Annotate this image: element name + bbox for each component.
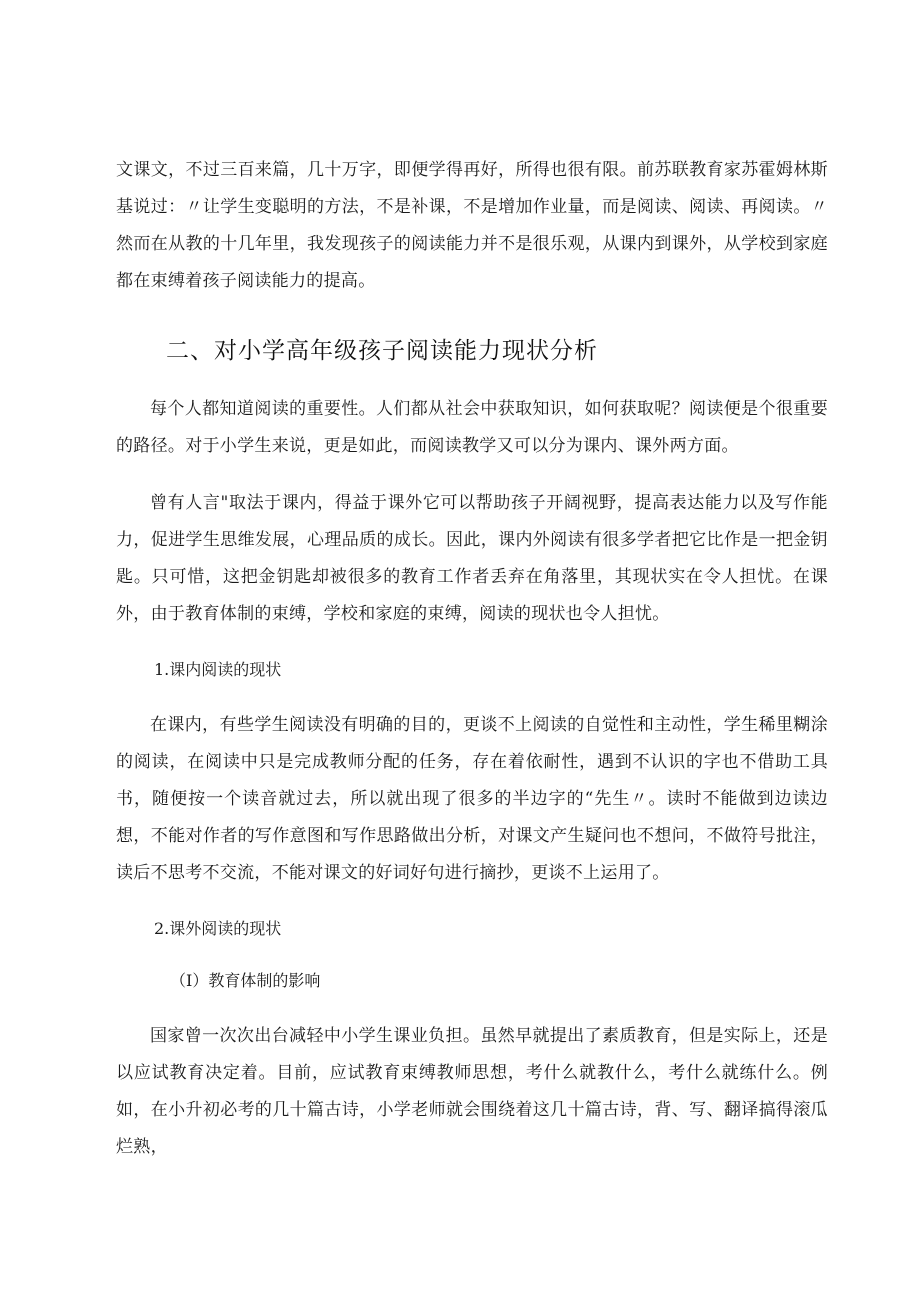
spacer — [116, 944, 828, 966]
paragraph-reading-importance: 每个人都知道阅读的重要性。人们都从社会中获取知识，如何获取呢？阅读便是个很重要的路径。对于小学生来说，更是如此，而阅读教学又可以分为课内、课外两方面。 — [116, 399, 828, 456]
paragraph-education-system: 国家曾一次次出台减轻中小学生课业负担。虽然早就提出了素质教育，但是实际上，还是以应试教育决定着。目前，应试教育束缚教师思想，考什么就教什么，考什么就练什么。例如，在小升初必考的几十篇古诗，小学老师就会围绕着这几十篇古诗，背、写、翻译搞得滚瓜烂熟， — [116, 1026, 828, 1157]
spacer — [116, 685, 828, 707]
subheading-in-class: 1.课内阅读的现状 — [154, 660, 282, 679]
spacer — [116, 300, 828, 335]
spacer — [116, 367, 828, 391]
spacer — [116, 465, 828, 485]
paragraph-golden-key: 曾有人言"取法于课内，得益于课外它可以帮助孩子开阔视野，提高表达能力以及写作能力，促进学生思维发展，心理品质的成长。因此，课内外阅读有很多学者把它比作是一把金钥匙。只可惜，这把金钥匙却被很多的教育工作者丢弃在角落里，其现状实在令人担忧。在课外，由于教育体制的束缚，学校和家庭的束缚，阅读的现状也令人担忧。 — [116, 493, 828, 624]
subheading-education-system: （I）教育体制的影响 — [170, 971, 321, 990]
spacer — [116, 892, 828, 914]
intro-paragraph: 文课文，不过三百来篇，几十万字，即便学得再好，所得也很有限。前苏联教育家苏霍姆林斯基说过：〃让学生变聪明的方法，不是补课，不是增加作业量，而是阅读、阅读、再阅读。〃然而在从教的十几年里，我发现孩子的阅读能力并不是很乐观，从课内到课外，从学校到家庭都在束缚着孩子阅读能力的提高。 — [116, 160, 828, 291]
subheading-out-of-class: 2.课外阅读的现状 — [154, 919, 282, 938]
section-heading: 二、对小学高年级孩子阅读能力现状分析 — [166, 338, 598, 364]
paragraph-in-class-status: 在课内，有些学生阅读没有明确的目的，更谈不上阅读的自觉性和主动性，学生稀里糊涂的阅读，在阅读中只是完成教师分配的任务，存在着依耐性，遇到不认识的字也不借助工具书，随便按一个读音就过去，所以就出现了很多的半边字的“先生〃。读时不能做到边读边想，不能对作者的写作意图和写作思路做出分析，对课文产生疑问也不想问，不做符号批注，读后不思考不交流，不能对课文的好词好句进行摘抄，更谈不上运用了。 — [116, 715, 828, 883]
document-body — [116, 152, 828, 1166]
spacer — [116, 996, 828, 1018]
spacer — [116, 633, 828, 655]
